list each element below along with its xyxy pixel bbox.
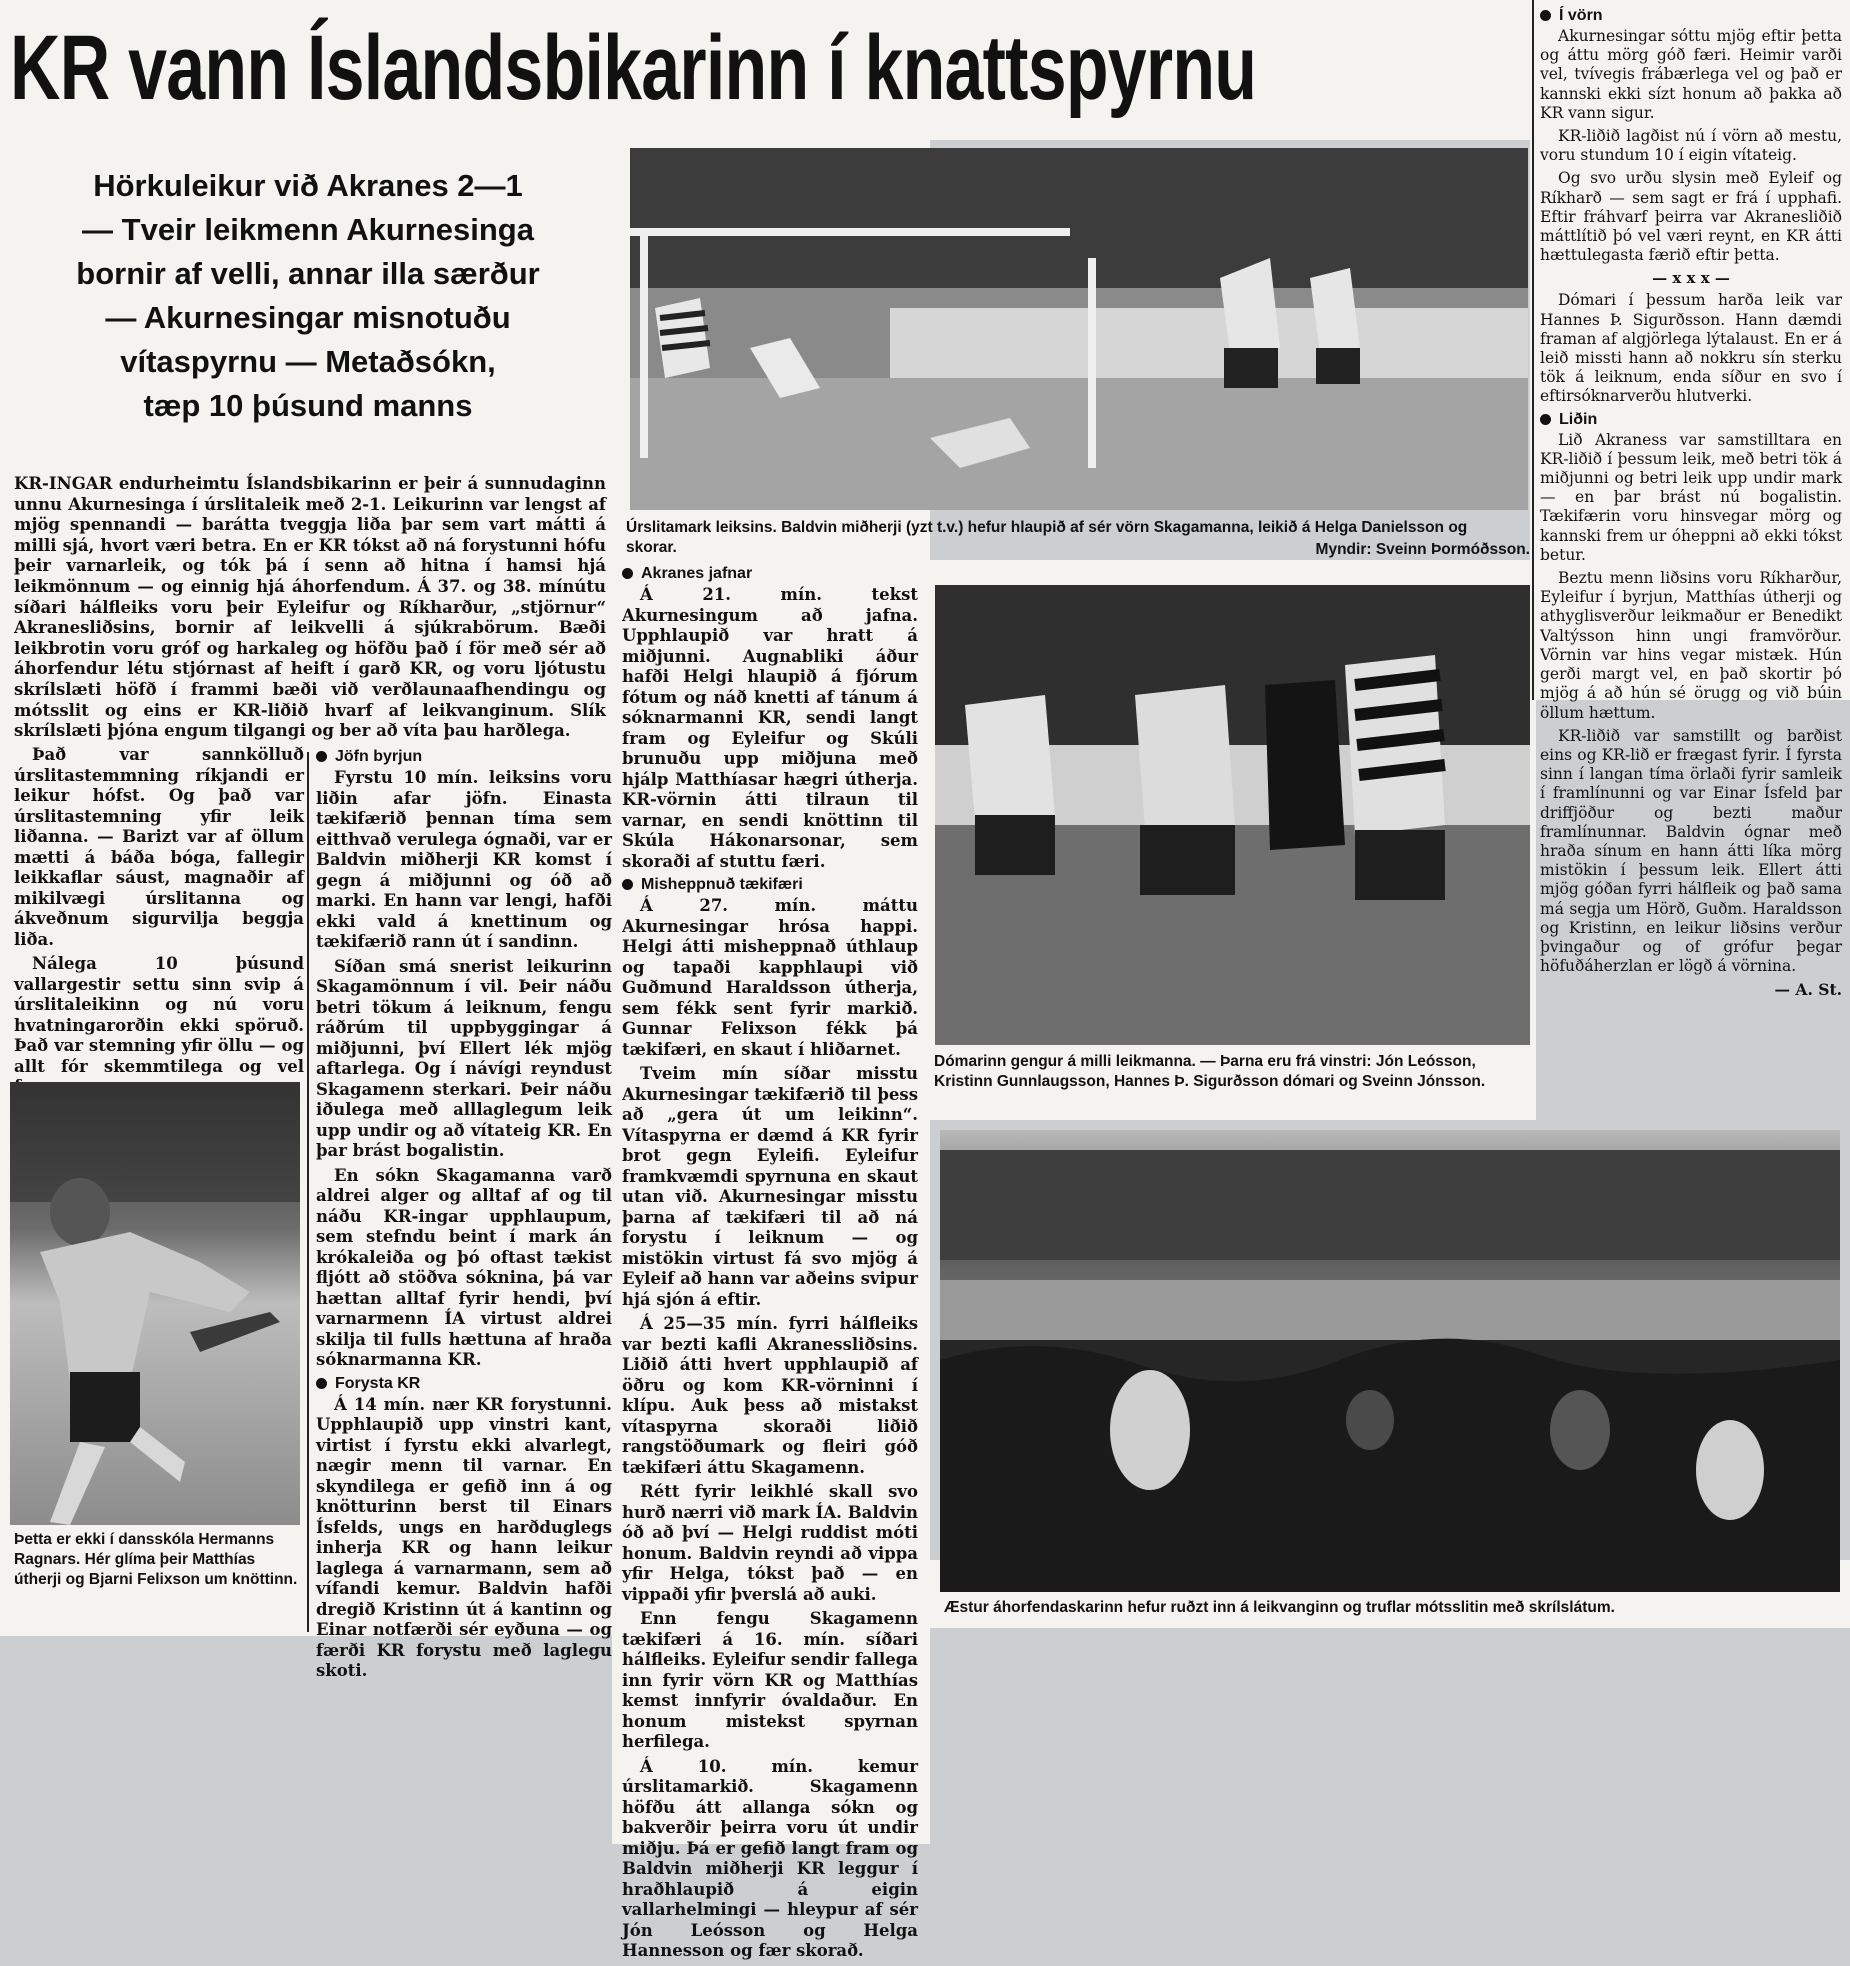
column-rule bbox=[307, 752, 309, 1632]
section-heading-text: Misheppnuð tækifæri bbox=[641, 876, 803, 893]
article-paragraph: Fyrstu 10 mín. leiksins voru liðin afar jöfn. Einasta tækifærið þennan tíma sem eitthvað verulega ógnaði, var er Baldvin miðherji KR komst í gegn á miðjunni og óð að marki. En hann var lengi, hafði ekki vald á knettinum og tækifærið rann út í sandinn. bbox=[316, 768, 612, 951]
tackle-photo-image bbox=[10, 1082, 300, 1525]
column-1 bbox=[14, 745, 304, 1102]
article-paragraph: Nálega 10 þúsund vallargestir settu sinn svip á úrslitaleikinn og nú voru hvatningarorðin ekki spöruð. Það var stemning yfir öllu — og allt fór skemmtilega og vel bbox=[14, 954, 304, 1076]
crowd-photo bbox=[940, 1130, 1840, 1592]
section-heading-text: Í vörn bbox=[1559, 7, 1603, 24]
subheadline-line: Hörkuleikur við Akranes 2—1 bbox=[93, 168, 523, 203]
bullet-icon bbox=[316, 1378, 327, 1389]
referee-photo bbox=[935, 585, 1530, 1045]
headline: KR vann Íslandsbikarinn í knattspyrnu bbox=[10, 17, 1257, 119]
goal-photo bbox=[630, 148, 1528, 510]
goal-photo-image bbox=[630, 148, 1528, 510]
goal-photo-caption: Úrslitamark leiksins. Baldvin miðherji (yzt t.v.) hefur hlaupið af sér vörn Skagamanna, leikið á Helga Danielsson og skorar. bbox=[626, 519, 1468, 556]
section-heading-text: Akranes jafnar bbox=[641, 565, 753, 582]
article-paragraph: Á 10. mín. kemur úrslitamarkið. Skagamenn höfðu átt allanga sókn og bakverðir þeirra voru út undir miðju. Þá er gefið langt fram og Baldvin miðherji KR leggur í hraðhlaupið á eigin vallarhelmingi — hleypur af sér Jón Leósson og Helga Hannesson og fær skorað. bbox=[622, 1756, 918, 1960]
crowd-photo-image bbox=[940, 1130, 1840, 1592]
article-paragraph: Rétt fyrir leikhlé skall svo hurð nærri við mark ÍA. Baldvin óð að því — Helgi ruddist móti honum. Baldvin reyndi að vippa yfir Helga, tókst það — en vippaði yfir þverslá að auki. bbox=[622, 1482, 918, 1604]
article-paragraph: KR-liðið var samstillt og barðist eins og KR-lið er frægast fyrir. Í fyrsta sinn í langan tíma örlaði fyrir samleik í framlínunni og var Einar Ísfeld þar driffjöður og bezti maður framlínunnar. Baldvin ógnar með hraða sínum en hann átti líka mörg mistökin í þessum leik. Ellert átti mjög góðan fyrri hálfleik og það sama má segja um Hörð, Guðm. Haraldsson og Kristinn, en leikur liðsins verður þvingaður og of grófur þegar höfuðáherzlan er lögð á vörnina. bbox=[1540, 726, 1842, 976]
article-paragraph: Á 14 mín. nær KR forystunni. Upphlaupið upp vinstri kant, virtist í fyrstu ekki alvarlegt, nægir menn til varnar. En skyndilega er gefið inn á og knötturinn berst til Einars Ísfelds, ungs en harðduglegs inherja KR og hann leikur laglega á varnarmann, sem að vífandi kemur. Baldvin hafði dregið Kristinn út á kantinn og Einar notfærði sér eyðuna — og færði KR forystu með laglegu skoti. bbox=[316, 1394, 612, 1680]
article-paragraph: Lið Akraness var samstilltara en KR-liðið í þessum leik, með betri tök á miðjunni og betri leik upp undir mark — en þar brást nú bogalistin. Tækifærin voru hinsvegar mörg og kannski frem ur óheppni að ekki tókst betur. bbox=[1540, 430, 1842, 564]
subheadline-line: vítaspyrnu — Metaðsókn, bbox=[120, 344, 496, 379]
article-paragraph: Tveim mín síðar misstu Akurnesingar tækifærið til þess að „gera út um leikinn“. Vítaspyrna er dæmd á KR fyrir brot gegn Eyleifi. Eyleifur framkvæmdi spyrnuna en skaut utan við. Akurnesingar misstu þarna af tækifæri til að ná forystu í leiknum — og mistökin virtust fá svo mjög á Eyleif að hann var aðeins svipur hjá sjón á eftir. bbox=[622, 1064, 918, 1309]
section-heading bbox=[622, 565, 918, 583]
lede-paragraph: KR-INGAR endurheimtu Íslandsbikarinn er þeir á sunnudaginn unnu Akurnesinga í úrslitaleik með 2-1. Leikurinn var lengst af mjög spennandi — barátta tveggja liða þar sem vart mátti á milli sjá, hvort væri betra. En er KR tókst að ná forystunni hófu þeir varnarleik, og tók þá í senn að hitna í hamsi hjá leikmönnum — og einnig hjá áhorfendum. Á 37. og 38. mínútu síðari hálfleiks voru þeir Eyleifur og Ríkharður, „stjörnur“ Akranesliðsins, bornir af leikvelli á sjúkrabörum. Bæði leikbrotin voru gróf og harkaleg og höfðu það í för með sér að áhorfendur létu stjórnast af heift í garð KR, og voru ljótustu skrílslæti höfð í frammi bæði við verðlaunaafhendingu og mótsslit og eins er KR-liðið hvarf af leikvanginum. Slík skrílslæti þjóna engum tilgangi og ber að víta þau harðlega. bbox=[14, 474, 606, 741]
photo-credit: Myndir: Sveinn Þormóðsson. bbox=[1315, 541, 1530, 558]
article-paragraph: En sókn Skagamanna varð aldrei alger og alltaf af og til náðu KR-ingar upphlaupum, sem stefndu beint í mark án krókaleiða og þó oftast tækist fljótt að stöðva sóknina, þá var hættan alltaf fyrir hendi, því varnarmenn ÍA virtust aldrei skilja til fulls hættuna af hraða sóknarmanna KR. bbox=[316, 1165, 612, 1369]
bullet-icon bbox=[622, 879, 633, 890]
referee-photo-image bbox=[935, 585, 1530, 1045]
column-rule bbox=[1532, 0, 1534, 700]
article-paragraph: Á 21. mín. tekst Akurnesingum að jafna. Upphlaupið var hratt á miðjunni. Augnabliki áður hafði Helgi hlaupið á fjórum fótum og náð knetti af tánum á sóknarmanni KR, sendi langt fram og Eyleifur og Skúli brunuðu upp miðjuna með hjálp Matthíasar hægri útherja. KR-vörnin átti tilraun til varnar, en sendi knöttinn til Skúla Hákonarsonar, sem skoraði af stuttu færi. bbox=[622, 585, 918, 871]
section-heading bbox=[316, 1375, 612, 1393]
article-paragraph: Dómari í þessum harða leik var Hannes Þ. Sigurðsson. Hann dæmdi framan af algjörlega lýtalaust. En er á leið missti hann að nokkru sín sterku tök á leiknum, enda síður en svo í eftirsóknarverðu hlutverki. bbox=[1540, 291, 1842, 406]
article-paragraph: Síðan smá snerist leikurinn Skagamönnum í vil. Þeir náðu betri tökum á leiknum, fengu ráðrúm til uppbyggingar á miðjunni, því Ellert lék mjög aftarlega. Og í návígi reyndust Skagamenn sterkari. Þeir náðu iðulega með alllaglegum leik upp undir og að vítateig KR. En þar brást bogalistin. bbox=[316, 956, 612, 1160]
subheadline bbox=[8, 164, 608, 428]
bullet-icon bbox=[316, 751, 327, 762]
section-heading-text: Liðin bbox=[1559, 410, 1598, 428]
column-4 bbox=[1540, 4, 1842, 999]
bullet-icon bbox=[1540, 414, 1551, 425]
subheadline-line: — Tveir leikmenn Akurnesinga bbox=[82, 212, 534, 247]
article-paragraph: Það var sannkölluð úrslitastemmning ríkjandi er leikur hófst. Og það var úrslitastemning yfir leik liðanna. — Barizt var af öllum mætti á báða bóga, fallegir leikkaflar sáust, magnaðir af mikilvægi úrslitanna og ákveðnum sigurvilja beggja liða. bbox=[14, 745, 304, 949]
article-paragraph: Beztu menn liðsins voru Ríkharður, Eyleifur í byrjun, Matthías útherji og athyglisverður leikmaður er Benedikt Valtýsson hinn ungi framvörður. Vörnin var hins vegar mistæk. Hún gerði margt vel, en það skortir þó mjög á að hún sé örugg og við búin öllum hættum. bbox=[1540, 569, 1842, 722]
section-heading bbox=[622, 876, 918, 894]
article-paragraph: Á 25—35 mín. fyrri hálfleiks var bezti kafli Akranessliðsins. Liðið átti hvert upphlaupið af öðru og kom KR-vörninni í klípu. Auk þess að mistakst vítaspyrna skoraði liðið rangstöðumark og fleiri góð tækifæri áttu Skagamenn. bbox=[622, 1314, 918, 1477]
article-paragraph: Á 27. mín. máttu Akurnesingar hrósa happi. Helgi átti misheppnað úthlaup og tapaði kapphlaupi við Guðmund Haraldsson útherja, sem fékk sent fyrir markið. Gunnar Felixson fékk þá tækifæri, en skaut í hliðarnet. bbox=[622, 896, 918, 1059]
article-paragraph: KR-liðið lagðist nú í vörn að mestu, voru stundum 10 í eigin vítateig. bbox=[1540, 127, 1842, 165]
subheadline-line: — Akurnesingar misnotuðu bbox=[105, 300, 511, 335]
article-paragraph: Akurnesingar sóttu mjög eftir þetta og áttu mörg góð færi. Heimir varði vel, tvívegis frábærlega vel og það er kannski ekki sízt honum að þakka að KR vann sigur. bbox=[1540, 27, 1842, 122]
subheadline-line: bornir af velli, annar illa særður bbox=[76, 256, 540, 291]
section-separator: — x x x — bbox=[1652, 269, 1730, 288]
bullet-icon bbox=[1540, 10, 1551, 21]
column-2 bbox=[316, 745, 612, 1686]
section-heading-text: Forysta KR bbox=[335, 1374, 421, 1392]
section-heading bbox=[316, 748, 612, 766]
article-paragraph: Enn fengu Skagamenn tækifæri á 16. mín. síðari hálfleiks. Eyleifur sendir fallega inn fyrir vörn KR og Matthías kemst innfyrir óvaldaður. En honum mistekst spyrnan herfilega. bbox=[622, 1609, 918, 1751]
section-heading bbox=[1540, 411, 1842, 429]
crowd-photo-caption: Æstur áhorfendaskarinn hefur ruðzt inn á leikvanginn og truflar mótsslitin með skrílslátum. bbox=[944, 1599, 1615, 1616]
subheadline-line: tæp 10 þúsund manns bbox=[143, 388, 473, 423]
tackle-photo-caption: Þetta er ekki í dansskóla Hermanns Ragnars. Hér glíma þeir Matthías útherji og Bjarni Felixson um knöttinn. bbox=[14, 1531, 298, 1588]
referee-photo-caption: Dómarinn gengur á milli leikmanna. — Þarna eru frá vinstri: Jón Leósson, Kristinn Gunnlaugsson, Hannes Þ. Sigurðsson dómari og Sveinn Jónsson. bbox=[934, 1053, 1486, 1090]
author-signature: — A. St. bbox=[1774, 980, 1842, 1000]
article-paragraph: Og svo urðu slysin með Eyleif og Ríkharð — sem sagt er frá í upphafi. Eftir fráhvarf þeirra var Akranesliðið máttlítið þó vel væri reynt, en KR átti hættulegasta færið eftir þetta. bbox=[1540, 169, 1842, 265]
section-heading bbox=[1540, 7, 1842, 25]
tackle-photo bbox=[10, 1082, 300, 1525]
column-3 bbox=[622, 562, 918, 1966]
section-heading-text: Jöfn byrjun bbox=[335, 748, 423, 765]
bullet-icon bbox=[622, 568, 633, 579]
